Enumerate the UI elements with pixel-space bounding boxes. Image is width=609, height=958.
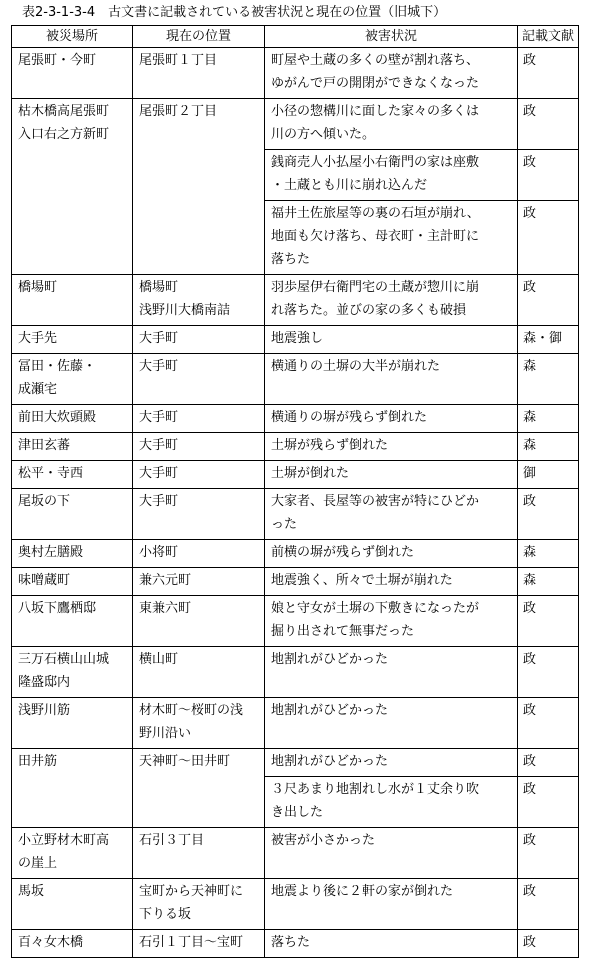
cell-place [12, 354, 133, 405]
damage-table [11, 25, 579, 958]
table-row [12, 99, 579, 150]
cell-location-line: 石引３丁目 [139, 833, 205, 848]
cell-damage-line: れ落ちた。並びの家の多くも破損 [271, 303, 467, 318]
cell-damage-line: 銭商売人小払屋小右衛門の家は座敷 [271, 155, 480, 170]
cell-location-line: 東兼六町 [139, 601, 192, 616]
cell-damage-line: 地震より後に２軒の家が倒れた [271, 884, 454, 899]
cell-source: 政 [518, 596, 579, 647]
cell-source: 森 [518, 433, 579, 461]
cell-place-line: 奥村左膳殿 [18, 545, 84, 560]
cell-place-line: 成瀬宅 [18, 382, 58, 397]
header-row [12, 26, 579, 48]
cell-place [12, 749, 133, 828]
cell-location [133, 596, 265, 647]
header-source: 記載文献 [518, 26, 579, 48]
cell-location [133, 930, 265, 958]
cell-location [133, 698, 265, 749]
header-location: 現在の位置 [133, 26, 265, 48]
cell-place [12, 433, 133, 461]
cell-source: 政 [518, 647, 579, 698]
table-row [12, 879, 579, 930]
cell-damage [265, 99, 518, 150]
cell-place-line: 尾張町・今町 [18, 53, 97, 68]
cell-place-line: 馬坂 [18, 884, 45, 899]
table-row [12, 354, 579, 405]
cell-location-line: 大手町 [139, 466, 179, 481]
cell-location-line: 大手町 [139, 438, 179, 453]
cell-source: 政 [518, 150, 579, 201]
cell-place [12, 489, 133, 540]
cell-damage-line: 横通りの塀が残らず倒れた [271, 410, 428, 425]
cell-damage [265, 879, 518, 930]
cell-damage [265, 647, 518, 698]
table-row [12, 461, 579, 489]
cell-damage [265, 405, 518, 433]
cell-place-line: 前田大炊頭殿 [18, 410, 97, 425]
cell-damage [265, 568, 518, 596]
cell-location-line: 宝町から天神町に [139, 884, 244, 899]
cell-location [133, 647, 265, 698]
cell-source: 政 [518, 777, 579, 828]
cell-place-line: 入口右之方新町 [18, 127, 110, 142]
cell-source: 森・御 [518, 326, 579, 354]
cell-damage-line: 地割れがひどかった [271, 754, 389, 769]
cell-place [12, 326, 133, 354]
cell-damage-line: 被害が小さかった [271, 833, 376, 848]
cell-source: 政 [518, 698, 579, 749]
cell-place [12, 596, 133, 647]
cell-source: 政 [518, 48, 579, 99]
cell-location-line: 尾張町１丁目 [139, 53, 218, 68]
cell-damage-line: ・土蔵とも川に崩れ込んだ [271, 178, 428, 193]
cell-source: 政 [518, 489, 579, 540]
cell-place-line: 隆盛邸内 [18, 675, 71, 690]
cell-location [133, 568, 265, 596]
cell-damage-line: 町屋や土蔵の多くの壁が割れ落ち、 [271, 53, 480, 68]
cell-place [12, 275, 133, 326]
cell-place [12, 568, 133, 596]
cell-damage-line: 羽歩屋伊右衛門宅の土蔵が惣川に崩 [271, 280, 480, 295]
cell-place-line: 田井筋 [18, 754, 58, 769]
cell-damage-line: 地震強く、所々で土塀が崩れた [271, 573, 453, 588]
cell-location [133, 828, 265, 879]
cell-location-line: 大手町 [139, 331, 179, 346]
cell-source: 森 [518, 568, 579, 596]
cell-location-line: 小将町 [139, 545, 179, 560]
table-row [12, 326, 579, 354]
cell-place [12, 405, 133, 433]
cell-source: 政 [518, 930, 579, 958]
cell-location-line: 尾張町２丁目 [139, 104, 218, 119]
cell-place-line: 橋場町 [18, 280, 58, 295]
cell-location-line: 石引１丁目～宝町 [139, 935, 244, 950]
table-row [12, 433, 579, 461]
cell-location-line: 浅野川大橋南詰 [139, 303, 231, 318]
cell-location-line: 野川沿い [139, 726, 192, 741]
cell-source: 政 [518, 201, 579, 275]
table-row [12, 596, 579, 647]
cell-location [133, 461, 265, 489]
cell-damage [265, 433, 518, 461]
cell-location-line: 大手町 [139, 410, 179, 425]
cell-location [133, 879, 265, 930]
table-row [12, 568, 579, 596]
cell-place-line: 枯木橋高尾張町 [18, 104, 110, 119]
cell-source: 御 [518, 461, 579, 489]
cell-damage-line: 地面も欠け落ち、母衣町・主計町に [271, 229, 480, 244]
header-damage: 被害状況 [265, 26, 518, 48]
cell-damage-line: 前横の塀が残らず倒れた [271, 545, 415, 560]
cell-damage [265, 150, 518, 201]
cell-damage-line: 掘り出されて無事だった [271, 624, 415, 639]
cell-place [12, 461, 133, 489]
cell-location [133, 275, 265, 326]
cell-source: 森 [518, 540, 579, 568]
cell-damage [265, 828, 518, 879]
table-row [12, 828, 579, 879]
cell-damage [265, 326, 518, 354]
cell-source: 政 [518, 749, 579, 777]
cell-source: 森 [518, 354, 579, 405]
cell-place-line: 浅野川筋 [18, 703, 71, 718]
table-row [12, 647, 579, 698]
table-row [12, 749, 579, 777]
cell-damage [265, 48, 518, 99]
cell-place-line: 味噌蔵町 [18, 573, 71, 588]
cell-place-line: 百々女木橋 [18, 935, 84, 950]
cell-damage-line: った [271, 517, 298, 532]
cell-place-line: 三万石横山山城 [18, 652, 110, 667]
table-caption: 表2-3-1-3-4 古文書に記載されている被害状況と現在の位置（旧城下） [22, 5, 447, 20]
cell-place-line: 大手先 [18, 331, 58, 346]
cell-damage-line: 落ちた [271, 252, 311, 267]
cell-location [133, 489, 265, 540]
cell-damage-line: 土塀が残らず倒れた [271, 438, 389, 453]
cell-location [133, 354, 265, 405]
cell-damage-line: ３尺あまり地割れし水が１丈余り吹 [271, 782, 480, 797]
cell-damage-line: 地割れがひどかった [271, 703, 389, 718]
cell-location [133, 326, 265, 354]
cell-damage [265, 275, 518, 326]
cell-location-line: 天神町～田井町 [139, 754, 231, 769]
cell-damage-line: 落ちた [271, 935, 311, 950]
cell-location-line: 下りる坂 [139, 907, 192, 922]
cell-location [133, 433, 265, 461]
cell-place-line: の崖上 [18, 856, 58, 871]
cell-location [133, 405, 265, 433]
cell-place [12, 879, 133, 930]
cell-location-line: 兼六元町 [139, 573, 192, 588]
cell-place [12, 647, 133, 698]
cell-place [12, 99, 133, 275]
cell-location-line: 大手町 [139, 494, 179, 509]
cell-place-line: 八坂下鷹栖邸 [18, 601, 97, 616]
cell-damage-line: 福井土佐旅屋等の裏の石垣が崩れ、 [271, 206, 480, 221]
cell-damage [265, 540, 518, 568]
cell-place [12, 930, 133, 958]
cell-location-line: 大手町 [139, 359, 179, 374]
table-row [12, 930, 579, 958]
cell-place-line: 尾坂の下 [18, 494, 71, 509]
table-row [12, 275, 579, 326]
cell-damage [265, 930, 518, 958]
cell-damage-line: 地震強し [271, 331, 324, 346]
cell-place-line: 小立野材木町高 [18, 833, 110, 848]
cell-location [133, 48, 265, 99]
cell-source: 政 [518, 99, 579, 150]
cell-damage [265, 461, 518, 489]
cell-damage-line: 地割れがひどかった [271, 652, 389, 667]
cell-place-line: 津田玄蕃 [18, 438, 71, 453]
cell-location [133, 99, 265, 275]
table-row [12, 698, 579, 749]
cell-place [12, 698, 133, 749]
cell-place [12, 48, 133, 99]
cell-damage [265, 749, 518, 777]
cell-location-line: 横山町 [139, 652, 179, 667]
cell-damage-line: 娘と守女が土塀の下敷きになったが [271, 601, 480, 616]
cell-damage-line: 川の方へ傾いた。 [271, 127, 376, 142]
cell-location [133, 540, 265, 568]
cell-location-line: 橋場町 [139, 280, 179, 295]
cell-place [12, 540, 133, 568]
table-row [12, 489, 579, 540]
cell-place-line: 冨田・佐藤・ [18, 359, 97, 374]
cell-source: 政 [518, 879, 579, 930]
table-row [12, 48, 579, 99]
cell-damage-line: き出した [271, 805, 324, 820]
cell-damage-line: 土塀が倒れた [271, 466, 350, 481]
header-place: 被災場所 [12, 26, 133, 48]
cell-damage-line: 大家者、長屋等の被害が特にひどか [271, 494, 480, 509]
cell-location-line: 材木町～桜町の浅 [139, 703, 244, 718]
cell-place-line: 松平・寺西 [18, 466, 84, 481]
table-body [12, 48, 579, 958]
cell-source: 森 [518, 405, 579, 433]
cell-source: 政 [518, 275, 579, 326]
cell-place [12, 828, 133, 879]
cell-damage [265, 201, 518, 275]
cell-damage [265, 777, 518, 828]
cell-damage [265, 489, 518, 540]
table-row [12, 540, 579, 568]
cell-damage-line: ゆがんで戸の開閉ができなくなった [271, 76, 480, 91]
cell-source: 政 [518, 828, 579, 879]
cell-damage [265, 596, 518, 647]
table-row [12, 405, 579, 433]
cell-damage [265, 698, 518, 749]
cell-damage [265, 354, 518, 405]
cell-damage-line: 横通りの土塀の大半が崩れた [271, 359, 441, 374]
cell-damage-line: 小径の惣構川に面した家々の多くは [271, 104, 480, 119]
cell-location [133, 749, 265, 828]
